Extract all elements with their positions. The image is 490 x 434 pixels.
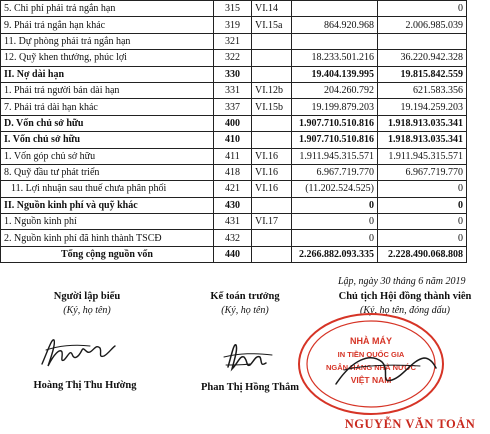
row-code: 337 [214,99,252,115]
accountant-title: Kế toán trưởng [210,291,280,302]
row-note [252,33,292,49]
row-value-prior [378,33,467,49]
row-note: VI.16 [252,148,292,164]
row-note: VI.15b [252,99,292,115]
row-label: 11. Dự phòng phải trả ngắn hạn [1,33,214,49]
stamp-line1: NHÀ MÁY [350,336,392,346]
row-code: 431 [214,214,252,230]
table-row [1,1,467,17]
accountant-subtitle: (Ký, họ tên) [221,305,269,316]
row-value-prior: 0 [378,1,467,17]
row-value-prior: 36.220.942.328 [378,50,467,66]
row-code: 330 [214,66,252,82]
table-row [1,197,467,213]
balance-sheet-body [1,1,467,263]
row-code: 331 [214,82,252,98]
row-code: 421 [214,181,252,197]
row-label: 5. Chi phí phải trả ngắn hạn [1,1,214,17]
row-code: 418 [214,164,252,180]
table-row [1,148,467,164]
preparer-subtitle: (Ký, họ tên) [63,305,111,316]
preparer-title: Người lập biểu [53,291,121,302]
row-value-current [292,1,378,17]
row-value-current: 0 [292,214,378,230]
place-date: Lập, ngày 30 tháng 6 năm 2019 [338,276,466,287]
row-label: I. Vốn chủ sở hữu [1,132,214,148]
stamp-line2: IN TIỀN QUỐC GIA [337,350,405,359]
row-value-current: 19.404.139.995 [292,66,378,82]
row-note: VI.17 [252,214,292,230]
row-label: 1. Nguồn kinh phí [1,214,214,230]
row-note [252,132,292,148]
row-value-prior: 2.228.490.068.808 [378,246,467,262]
preparer-name: Hoàng Thị Thu Hường [33,380,137,391]
row-note: VI.16 [252,181,292,197]
row-code: 321 [214,33,252,49]
row-label: 1. Phải trả người bán dài hạn [1,82,214,98]
row-value-prior: 0 [378,197,467,213]
table-row [1,246,467,262]
row-value-current: 2.266.882.093.335 [292,246,378,262]
row-value-prior: 1.918.913.035.341 [378,132,467,148]
row-label: 2. Nguồn kinh phí đã hình thành TSCĐ [1,230,214,246]
table-row [1,50,467,66]
table-row [1,132,467,148]
table-row [1,230,467,246]
table-row [1,164,467,180]
row-value-prior: 0 [378,181,467,197]
row-note: VI.12b [252,82,292,98]
row-note: VI.16 [252,164,292,180]
row-note: VI.14 [252,1,292,17]
row-label: II. Nợ dài hạn [1,66,214,82]
row-value-prior: 1.918.913.035.341 [378,115,467,131]
row-value-current: 0 [292,197,378,213]
row-value-current: 204.260.792 [292,82,378,98]
row-code: 319 [214,17,252,33]
row-value-current: 1.907.710.510.816 [292,115,378,131]
row-value-prior: 6.967.719.770 [378,164,467,180]
row-value-current: (11.202.524.525) [292,181,378,197]
row-value-current: 19.199.879.203 [292,99,378,115]
table-row [1,82,467,98]
row-note [252,230,292,246]
row-note [252,50,292,66]
row-value-current: 0 [292,230,378,246]
row-code: 322 [214,50,252,66]
chairman-subtitle: (Ký, họ tên, đóng dấu) [360,305,450,316]
chairman-signature [330,340,440,400]
row-note [252,197,292,213]
row-code: 400 [214,115,252,131]
table-row [1,66,467,82]
row-label: 8. Quỹ đầu tư phát triển [1,164,214,180]
row-label: 11. Lợi nhuận sau thuế chưa phân phối [1,181,214,197]
table-row [1,17,467,33]
row-value-current: 1.911.945.315.571 [292,148,378,164]
row-value-prior: 19.815.842.559 [378,66,467,82]
row-label: II. Nguồn kinh phí và quỹ khác [1,197,214,213]
row-value-current [292,33,378,49]
row-value-prior: 0 [378,230,467,246]
row-code: 410 [214,132,252,148]
table-row [1,115,467,131]
row-code: 430 [214,197,252,213]
row-value-current: 1.907.710.510.816 [292,132,378,148]
row-value-prior: 0 [378,214,467,230]
table-row [1,33,467,49]
accountant-name: Phan Thị Hồng Thắm [201,382,299,393]
row-label: Tổng cộng nguồn vốn [1,246,214,262]
table-row [1,181,467,197]
row-code: 432 [214,230,252,246]
row-value-current: 6.967.719.770 [292,164,378,180]
row-label: 12. Quỹ khen thưởng, phúc lợi [1,50,214,66]
row-value-current: 18.233.501.216 [292,50,378,66]
chairman-title: Chủ tịch Hội đồng thành viên [338,291,472,302]
row-note: VI.15a [252,17,292,33]
row-value-current: 864.920.968 [292,17,378,33]
accountant-signature [220,335,280,375]
row-label: 1. Vốn góp chủ sở hữu [1,148,214,164]
row-note [252,246,292,262]
row-note [252,66,292,82]
row-value-prior: 1.911.945.315.571 [378,148,467,164]
table-row [1,99,467,115]
row-code: 315 [214,1,252,17]
row-code: 411 [214,148,252,164]
chairman-name: NGUYỄN VĂN TOẢN [344,417,476,431]
row-code: 440 [214,246,252,262]
row-note [252,115,292,131]
row-label: 9. Phải trả ngắn hạn khác [1,17,214,33]
row-value-prior: 19.194.259.203 [378,99,467,115]
table-row [1,214,467,230]
row-label: D. Vốn chủ sở hữu [1,115,214,131]
stamp-line4: VIỆT NAM [350,375,392,385]
row-value-prior: 621.583.356 [378,82,467,98]
row-label: 7. Phải trả dài hạn khác [1,99,214,115]
stamp-line3: NGÂN HÀNG NHÀ NƯỚC [325,363,417,372]
row-value-prior: 2.006.985.039 [378,17,467,33]
preparer-signature [38,330,118,372]
